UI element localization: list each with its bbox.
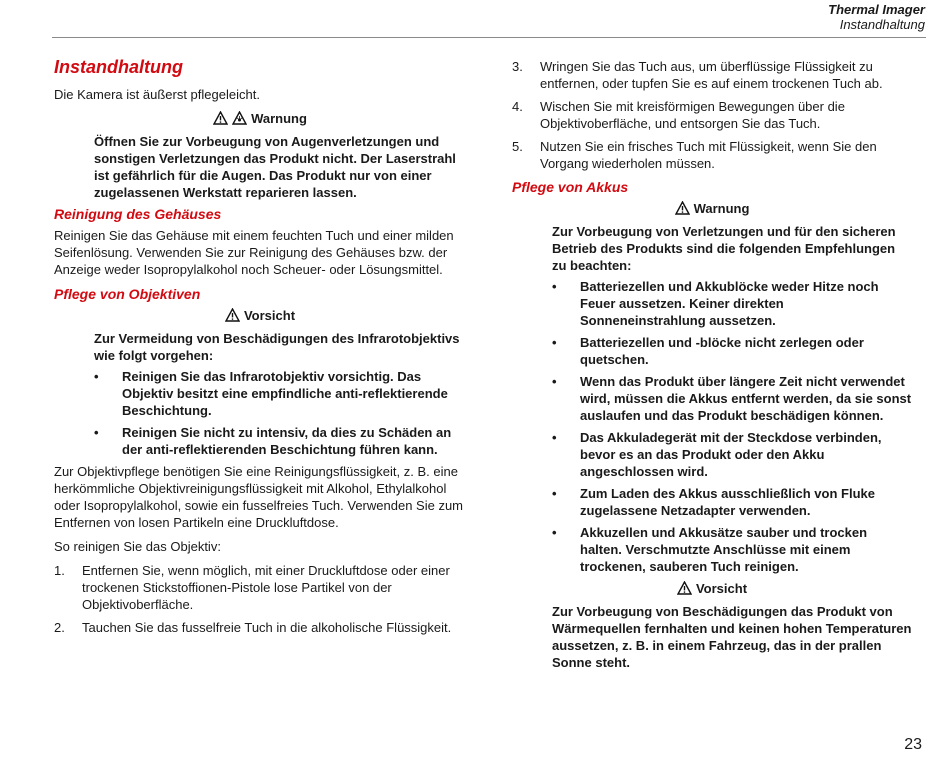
list-item-text: Batteriezellen und Akkublöcke weder Hitze noch Feuer aussetzen. Keiner direkten Sonneneinstrahlung aussetzen. (580, 279, 879, 328)
housing-heading: Reinigung des Gehäuses (54, 206, 222, 222)
step-text: Wringen Sie das Tuch aus, um überflüssige Flüssigkeit zu entfernen, oder tupfen Sie es auf einem trockenen Tuch ab. (540, 59, 883, 91)
caution-text: Zur Vorbeugung von Beschädigungen das Produkt von Wärmequellen fernhalten und keinen hohen Temperaturen aussetzen, z. B. in einem Fahrzeug, das in der prallen Sonne steht. (552, 604, 912, 670)
step-number: 5. (512, 139, 523, 154)
caution-triangle-icon (225, 308, 240, 322)
step-item (512, 138, 912, 172)
list-item (94, 424, 466, 458)
caution-text: Zur Vermeidung von Beschädigungen des Infrarotobjektivs wie folgt vorgehen: (94, 331, 460, 363)
bullet-icon: • (552, 486, 557, 501)
caution-title (512, 580, 912, 597)
caution-label: Vorsicht (695, 581, 748, 596)
list-item (552, 485, 912, 519)
left-column (54, 56, 466, 642)
bullet-icon: • (552, 279, 557, 294)
step-number: 1. (54, 563, 65, 578)
warning-text: Zur Vorbeugung von Verletzungen und für den sicheren Betrieb des Produkts sind die folgenden Empfehlungen zu beachten: (552, 224, 896, 273)
step-number: 2. (54, 620, 65, 635)
step-item (54, 562, 466, 613)
list-item-text: Reinigen Sie das Infrarotobjektiv vorsichtig. Das Objektiv besitzt eine empfindliche anti-reflektierende Beschichtung. (122, 369, 448, 418)
bullet-icon: • (552, 335, 557, 350)
warning-triangle-icon (213, 111, 228, 125)
warning-text: Öffnen Sie zur Vorbeugung von Augenverletzungen und sonstigen Verletzungen das Produkt nicht. Der Laserstrahl ist gefährlich für die Augen. Das Produkt nur von einer zugelassenen Werkstatt reparieren lassen. (94, 134, 456, 200)
battery-heading: Pflege von Akkus (512, 179, 629, 195)
list-item-text: Das Akkuladegerät mit der Steckdose verbinden, bevor es an das Produkt oder den Akku angeschlossen wird. (580, 430, 882, 479)
step-number: 3. (512, 59, 523, 74)
bullet-icon: • (552, 374, 557, 389)
step-text: Nutzen Sie ein frisches Tuch mit Flüssigkeit, wenn Sie den Vorgang wiederholen müssen. (540, 139, 877, 171)
header-rule (52, 37, 926, 38)
warning-bullet-list (552, 278, 912, 575)
cleaning-steps-continued (512, 58, 912, 172)
caution-triangle-icon (677, 581, 692, 595)
header-title: Thermal Imager (828, 2, 925, 17)
list-item (552, 429, 912, 480)
warning-label: Warnung (251, 111, 307, 126)
lens-heading: Pflege von Objektiven (54, 286, 201, 302)
bullet-icon: • (94, 369, 99, 384)
section-heading: Instandhaltung (54, 57, 183, 77)
warning-triangle-icon (675, 201, 690, 215)
caution-bullet-list (94, 368, 466, 458)
step-number: 4. (512, 99, 523, 114)
list-item-text: Zum Laden des Akkus ausschließlich von Fluke zugelassene Netzadapter verwenden. (580, 486, 875, 518)
step-item (54, 619, 466, 636)
caution-title (54, 307, 466, 324)
bullet-icon: • (94, 425, 99, 440)
step-text: Entfernen Sie, wenn möglich, mit einer Druckluftdose oder einer trockenen Stickstoffionen-Pistole lose Partikel von der Objektivoberfläche. (82, 563, 450, 612)
housing-text: Reinigen Sie das Gehäuse mit einem feuchten Tuch und einer milden Seifenlösung. Verwenden Sie zur Reinigung des Gehäuses bzw. der Anzeige weder Isopropylalkohol noch Scheuer- oder Lösungsmittel. (54, 228, 454, 277)
bullet-icon: • (552, 525, 557, 540)
step-item (512, 58, 912, 92)
warning-title (54, 110, 466, 127)
list-item-text: Akkuzellen und Akkusätze sauber und trocken halten. Verschmutzte Anschlüsse mit einem trockenen, sauberen Tuch reinigen. (580, 525, 868, 574)
list-item-text: Batteriezellen und -blöcke nicht zerlegen oder quetschen. (580, 335, 864, 367)
list-item (552, 373, 912, 424)
list-item (94, 368, 466, 419)
bullet-icon: • (552, 430, 557, 445)
step-text: Wischen Sie mit kreisförmigen Bewegungen über die Objektivoberfläche, und entsorgen Sie das Tuch. (540, 99, 845, 131)
warning-label: Warnung (693, 201, 750, 216)
page-number: 23 (904, 736, 922, 753)
caution-label: Vorsicht (243, 308, 296, 323)
lens-text: Zur Objektivpflege benötigen Sie eine Reinigungsflüssigkeit, z. B. eine herkömmliche Objektivreinigungsflüssigkeit mit Alkohol, Ethylalkohol oder Isopropylalkohol, sowie ein fusselfreies Tuch. Verwenden Sie zum Entfernen von losen Partikeln eine Druckluftdose. (54, 464, 463, 530)
list-item (552, 524, 912, 575)
step-item (512, 98, 912, 132)
intro-text: Die Kamera ist äußerst pflegeleicht. (54, 87, 260, 102)
running-header (828, 2, 925, 32)
step-text: Tauchen Sie das fusselfreie Tuch in die alkoholische Flüssigkeit. (82, 620, 452, 635)
list-item-text: Reinigen Sie nicht zu intensiv, da dies zu Schäden an der anti-reflektierenden Beschichtung führen kann. (122, 425, 452, 457)
cleaning-steps (54, 562, 466, 636)
list-item-text: Wenn das Produkt über längere Zeit nicht verwendet wird, müssen die Akkus entfernt werden, da sie sonst auslaufen und das Produkt beschädigen können. (580, 374, 912, 423)
laser-hazard-icon (232, 111, 247, 125)
list-item (552, 278, 912, 329)
list-item (552, 334, 912, 368)
warning-title (512, 200, 912, 217)
header-subtitle: Instandhaltung (839, 17, 925, 32)
right-column (512, 58, 912, 675)
steps-intro: So reinigen Sie das Objektiv: (54, 539, 221, 554)
